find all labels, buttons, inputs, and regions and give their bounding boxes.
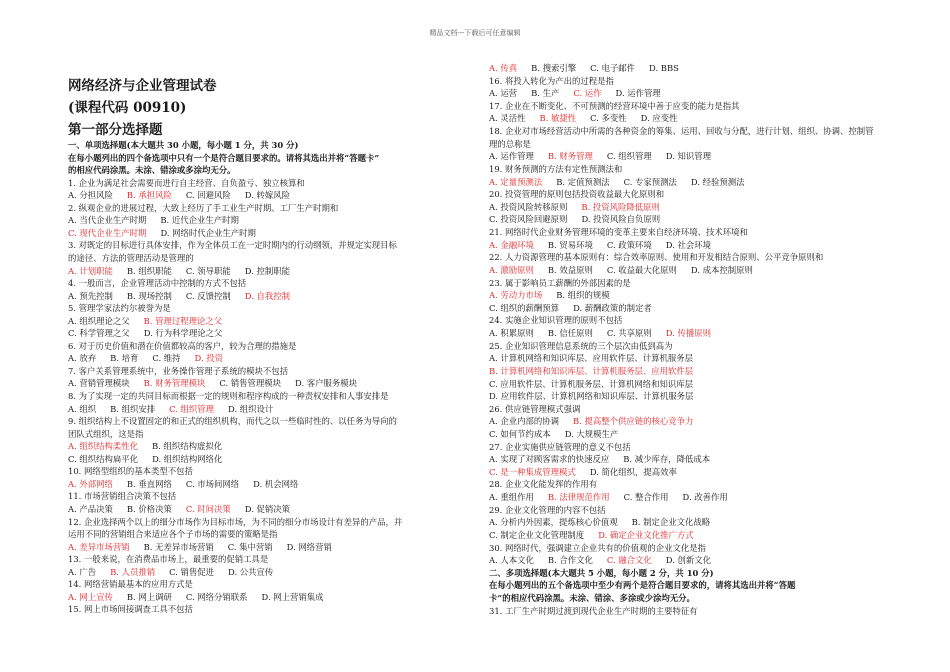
text-line — [68, 153, 379, 164]
option-text: 8. 为了实现一定的共同目标而根据一定的规则和程序构成的一种责权安排和人事安排是 — [68, 391, 389, 401]
option-text: B. 培育 — [110, 353, 139, 364]
option-text: D. 大规模生产 — [564, 428, 619, 439]
text-line — [489, 240, 711, 251]
text-line — [489, 442, 631, 453]
option-text: A. 产品决策 — [68, 503, 113, 514]
option-text: 23. 属于影响员工薪酬的外部因素的是 — [489, 277, 631, 288]
option-text: D. 行为科学理论之父 — [143, 328, 223, 339]
answer-option: C. 现代企业生产时期 — [68, 227, 147, 238]
option-text: D. 网上营销集成 — [261, 591, 324, 602]
option-text: C. 组织结构扁平化 — [68, 453, 139, 464]
text-line — [489, 379, 693, 390]
option-text: D. 转嫁风险 — [244, 190, 291, 201]
option-text: D. BBS — [649, 63, 679, 73]
text-line — [68, 215, 239, 226]
option-text: D. 运作管理 — [615, 88, 661, 99]
option-text: D. 薪酬政策的制定者 — [573, 302, 652, 313]
text-line — [489, 164, 622, 175]
text-line — [68, 203, 338, 214]
option-text: D. 投资风险自负原则 — [581, 214, 661, 225]
text-line — [68, 454, 222, 465]
answer-option: C. 融合文化 — [606, 555, 652, 566]
option-text: C. 政策环境 — [606, 239, 652, 250]
text-line — [489, 416, 693, 427]
option-text: 15. 网上市场间接调查工具不包括 — [68, 604, 193, 615]
answer-option: C. 组织管理 — [169, 403, 215, 414]
text-line — [489, 479, 597, 490]
text-line — [489, 252, 823, 263]
option-text: D. 简化组织，提高效率 — [589, 466, 677, 477]
option-text: D. 控制职能 — [244, 265, 291, 276]
option-text: 二、多项选择题(本大题共 5 小题，每小题 2 分，共 10 分) — [489, 567, 714, 578]
option-text: 在每小题列出的四个备选项中只有一个是符合题目要求的。请将其选出并将“答题卡” — [68, 152, 380, 163]
text-line — [68, 567, 273, 578]
answer-option: A. 外部网络 — [68, 478, 113, 489]
option-text: D. 网络营销 — [286, 541, 332, 552]
exam-title: 网络经济与企业管理试卷 — [68, 78, 217, 94]
option-text: A. 运作管理 — [489, 151, 534, 162]
text-line — [489, 606, 698, 617]
text-line — [68, 240, 397, 251]
text-line — [489, 126, 873, 137]
option-text: 4. 一般而言，企业管理活动中控制的方式不包括 — [68, 278, 247, 289]
text-line — [68, 391, 389, 402]
option-text: C. 制定企业文化管理制度 — [489, 529, 585, 540]
option-text: A. 企业内部的协调 — [489, 416, 559, 427]
option-text: B. 价格决策 — [126, 503, 172, 514]
option-text: C. 专家预测法 — [623, 176, 677, 187]
answer-option: B. 财务管理模块 — [143, 378, 206, 389]
option-text: C. 网络分销联系 — [185, 591, 248, 602]
text-line — [489, 505, 605, 516]
option-text: C. 收益最大化原则 — [606, 264, 677, 275]
option-text: C. 市场间网络 — [185, 478, 240, 489]
option-text: C. 投资风险回避原则 — [489, 214, 568, 225]
text-line — [68, 466, 193, 477]
answer-option: A. 激励原则 — [489, 264, 534, 275]
option-text: D. 知识管理 — [665, 151, 712, 162]
option-text: C. 组织管理 — [606, 151, 652, 162]
option-text: B. 组织的规模 — [556, 290, 610, 301]
option-text: 28. 企业文化能发挥的作用有 — [489, 479, 598, 490]
answer-option: B. 人员推销 — [110, 566, 156, 577]
answer-option: B. 承担风险 — [126, 190, 172, 201]
text-line — [68, 579, 193, 590]
option-text: 运用不同的营销组合来适应各个子市场的需要的策略是指 — [68, 529, 278, 540]
option-text: A. 人本文化 — [489, 555, 534, 566]
answer-option: B. 投资风险降低原则 — [581, 201, 660, 212]
option-text: A. 重组作用 — [489, 492, 534, 503]
option-text: B. 组织安排 — [110, 403, 156, 414]
text-line — [68, 517, 402, 528]
option-text: C. 电子邮件 — [590, 63, 636, 73]
text-line — [489, 492, 728, 503]
option-text: D. 组织结构网络化 — [152, 453, 223, 464]
answer-option: D. 投资 — [194, 353, 224, 364]
option-text: D. 客户服务模块 — [295, 378, 358, 389]
option-text: 理的总称是 — [489, 138, 531, 149]
option-text: B. 制定企业文化战略 — [631, 517, 711, 528]
answer-option: D. 确定企业文化推广方式 — [598, 529, 694, 540]
answer-option: A. 网上宣传 — [68, 591, 113, 602]
text-line — [489, 227, 748, 238]
text-line — [489, 530, 694, 541]
option-text: D. 促销决策 — [244, 503, 291, 514]
option-text: 27. 企业实施供应链管理的意义不包括 — [489, 441, 631, 452]
option-text: 30. 网络时代，强调建立企业共有的价值观的企业文化是指 — [489, 542, 706, 553]
text-line — [489, 353, 693, 364]
answer-option: B. 敏捷性 — [539, 113, 577, 124]
option-text: C. 应用软件层、计算机服务层、计算机网络和知识库层 — [489, 378, 694, 389]
option-text: B. 网上调研 — [126, 591, 172, 602]
option-text: C. 领导职能 — [185, 265, 231, 276]
option-text: D. 机会网络 — [253, 478, 299, 489]
text-line — [68, 140, 298, 151]
text-line — [489, 189, 664, 200]
option-text: 卡”的相应代码涂黑。未涂、错涂、多涂或少涂均无分。 — [489, 593, 695, 604]
option-text: B. 信任原则 — [547, 328, 593, 339]
text-line — [489, 113, 678, 124]
option-text: B. 搜索引擎 — [531, 63, 577, 73]
option-text: A. 广告 — [68, 566, 97, 577]
option-text: B. 组织结构虚拟化 — [152, 441, 223, 452]
option-text: 12. 企业选择两个以上的细分市场作为目标市场，为不同的细分市场设计有差异的产品，并 — [68, 516, 403, 527]
option-text: 6. 对于历史价值和潜在价值都较高的客户，较为合理的措施是 — [68, 340, 297, 351]
option-text: A. 实现了对顾客需求的快速反应 — [489, 454, 610, 465]
option-text: A. 组织 — [68, 403, 97, 414]
option-text: B. 合作文化 — [547, 555, 593, 566]
option-text: A. 放弃 — [68, 353, 97, 364]
option-text: B. 现场控制 — [126, 290, 172, 301]
option-text: A. 组织理论之父 — [68, 315, 130, 326]
option-text: 31. 工厂生产时期过渡到现代企业生产时期的主要特征有 — [489, 605, 698, 616]
text-line — [68, 429, 143, 440]
option-text: D. 网络时代企业生产时期 — [160, 227, 256, 238]
text-line — [489, 177, 745, 188]
option-text: C. 回避风险 — [185, 190, 231, 201]
course-code: (课程代码 00910) — [68, 100, 187, 116]
text-line — [489, 366, 693, 377]
text-line — [68, 165, 236, 176]
text-line — [489, 517, 710, 528]
text-line — [68, 479, 298, 490]
option-text: B. 贸易环境 — [547, 239, 593, 250]
option-text: B. 近代企业生产时期 — [160, 215, 239, 226]
option-text: A. 当代企业生产时期 — [68, 215, 147, 226]
option-text: D. 社会环境 — [665, 239, 712, 250]
option-text: C. 集中营销 — [227, 541, 273, 552]
text-line — [489, 454, 710, 465]
text-line — [68, 592, 324, 603]
text-line — [489, 404, 580, 415]
option-text: A. 预先控制 — [68, 290, 113, 301]
option-text: A. 分析内外因素，提炼核心价值观 — [489, 517, 618, 528]
option-text: 的途径、方法的管理活动是管理的 — [68, 252, 194, 263]
option-text: 2. 纵观企业的进展过程，大致上经历了手工业生产时期、工厂生产时期和 — [68, 202, 339, 213]
text-line — [68, 228, 256, 239]
text-line — [489, 278, 631, 289]
answer-option: A. 金融环境 — [489, 239, 534, 250]
text-line — [68, 178, 305, 189]
option-text: A. 分担风险 — [68, 190, 113, 201]
option-text: 18. 企业对市场经营活动中所需的各种资金的筹集、运用、回收与分配，进行计划、组织、协调、控制管 — [489, 126, 874, 137]
option-text: B. 组织职能 — [126, 265, 172, 276]
option-text: A. 灵活性 — [489, 113, 526, 124]
option-text: A. 营销管理模块 — [68, 378, 130, 389]
answer-option: A. 组织结构柔性化 — [68, 441, 138, 452]
option-text: B. 垂直网络 — [126, 478, 172, 489]
answer-option: D. 自我控制 — [244, 290, 291, 301]
option-text: B. 无差异市场营销 — [143, 541, 214, 552]
option-text: 在每小题列出的五个备选项中至少有两个是符合题目要求的，请将其选出并将“答题 — [489, 580, 796, 591]
option-text: C. 如何节约成本 — [489, 428, 551, 439]
option-text: D. 创新文化 — [665, 555, 712, 566]
option-text: D. 公共宣传 — [228, 566, 274, 577]
option-text: A. 计算机网络和知识库层、应用软件层、计算机服务层 — [489, 353, 693, 364]
text-line — [489, 568, 714, 579]
option-text: 3. 对既定的目标进行具体安排，作为全体员工在一定时期内的行动纲领，并规定实现目标 — [68, 240, 397, 251]
option-text: 14. 网络营销最基本的应用方式是 — [68, 579, 193, 590]
text-line — [489, 328, 711, 339]
text-line — [68, 190, 290, 201]
answer-option: A. 传真 — [489, 63, 518, 73]
answer-option: C. 时间决策 — [185, 503, 231, 514]
text-line — [68, 328, 222, 339]
option-text: 29. 企业文化管理的内容不包括 — [489, 504, 606, 515]
option-text: C. 科学管理之父 — [68, 328, 130, 339]
text-line — [68, 554, 268, 565]
option-text: 11. 市场营销组合决策不包括 — [68, 491, 177, 502]
text-line — [68, 353, 223, 364]
text-line — [489, 101, 739, 112]
option-text: B. 效益原则 — [547, 264, 593, 275]
text-line — [489, 593, 695, 604]
text-line — [68, 366, 288, 377]
text-line — [68, 266, 290, 277]
text-line — [489, 151, 711, 162]
text-line — [489, 214, 660, 225]
option-text: 22. 人力资源管理的基本原则有：综合效率原则、使用和开发相结合原则、公平竞争原则和 — [489, 252, 824, 263]
text-line — [68, 303, 171, 314]
text-line — [68, 291, 290, 302]
option-text: 的相应代码涂黑。未涂、错涂或多涂均无分。 — [68, 165, 236, 176]
option-text: C. 销售管理模块 — [219, 378, 282, 389]
option-text: C. 多变性 — [590, 113, 627, 124]
text-line — [489, 76, 614, 87]
option-text: 5. 管理学家法约尔被誉为是 — [68, 303, 171, 314]
option-text: 20. 投资管理的原则包括投资收益最大化原则和 — [489, 189, 665, 200]
option-text: 19. 财务预测的方法有定性预测法和 — [489, 163, 623, 174]
text-line — [68, 542, 332, 553]
text-line — [68, 604, 193, 615]
option-text: B. 生产 — [531, 88, 560, 99]
text-line — [68, 416, 397, 427]
text-line — [68, 404, 273, 415]
option-text: C. 组织的薪酬预算 — [489, 302, 560, 313]
option-text: D. 成本控制原则 — [690, 264, 753, 275]
answer-option: D. 传播原则 — [665, 328, 712, 339]
text-line — [68, 278, 246, 289]
text-line — [489, 265, 753, 276]
option-text: D. 经验预测法 — [690, 176, 745, 187]
option-text: D. 应变性 — [640, 113, 678, 124]
option-text: C. 反馈控制 — [185, 290, 231, 301]
text-line — [489, 303, 652, 314]
option-text: A. 积累原则 — [489, 328, 534, 339]
text-line — [489, 555, 711, 566]
text-line — [489, 467, 677, 478]
text-line — [489, 290, 610, 301]
option-text: C. 共享原则 — [606, 328, 652, 339]
answer-option: A. 定量预测法 — [489, 176, 543, 187]
option-text: 17. 企业在不断变化、不可预测的经营环境中善于应变的能力是指其 — [489, 100, 740, 111]
option-text: 13. 一般来说，在消费品市场上，最重要的促销工具是 — [68, 554, 269, 565]
answer-option: A. 劳动力市场 — [489, 290, 543, 301]
text-line — [489, 315, 622, 326]
text-line — [489, 543, 706, 554]
option-text: 16. 将投入转化为产出的过程是指 — [489, 75, 614, 86]
option-text: 25. 企业知识管理信息系统的三个层次由低到高为 — [489, 340, 673, 351]
answer-option: B. 提高整个供应链的核心竞争力 — [573, 416, 694, 427]
option-text: 7. 客户关系管理系统中，业务操作管理子系统的模块不包括 — [68, 365, 289, 376]
option-text: B. 减少库存，降低成本 — [623, 454, 711, 465]
option-text: 一、单项选择题(本大题共 30 小题，每小题 1 分，共 30 分) — [68, 140, 299, 150]
text-line — [489, 429, 618, 440]
option-text: 26. 供应链管理模式强调 — [489, 403, 581, 414]
answer-option: A. 计划职能 — [68, 265, 113, 276]
option-text: A. 运营 — [489, 88, 518, 99]
text-line — [489, 391, 693, 402]
option-text: 10. 网络型组织的基本类型不包括 — [68, 466, 193, 477]
page-header-note: 精品文档---下载后可任意编辑 — [429, 29, 521, 37]
option-text: 24. 实施企业知识管理的原则不包括 — [489, 315, 623, 326]
text-line — [489, 88, 661, 99]
text-line — [68, 529, 277, 540]
option-text: D. 改善作用 — [682, 492, 728, 503]
text-line — [489, 580, 795, 591]
option-text: 21. 网络时代企业财务管理环境的变革主要来自经济环境、技术环境和 — [489, 227, 748, 238]
option-text: C. 维持 — [152, 353, 181, 364]
part-heading: 第一部分选择题 — [68, 122, 163, 138]
option-text: B. 定值预测法 — [556, 176, 610, 187]
text-line — [489, 139, 531, 150]
option-text: D. 组织设计 — [228, 403, 274, 414]
text-line — [68, 253, 194, 264]
answer-option: C. 是一种集成管理模式 — [489, 466, 576, 477]
answer-option: A. 差异市场营销 — [68, 541, 130, 552]
text-line — [489, 63, 679, 74]
answer-option: B. 计算机网络和知识库层、计算机服务层、应用软件层 — [489, 365, 694, 376]
text-line — [68, 378, 357, 389]
answer-option: B. 管理过程理论之父 — [143, 315, 223, 326]
option-text: 团队式组织，这是指 — [68, 428, 144, 439]
option-text: C. 销售促进 — [169, 566, 215, 577]
answer-option: B. 法律规范作用 — [547, 492, 610, 503]
option-text: A. 投资风险转移原则 — [489, 201, 568, 212]
option-text: C. 整合作用 — [623, 492, 669, 503]
text-line — [68, 491, 176, 502]
text-line — [68, 504, 290, 515]
text-line — [68, 441, 222, 452]
option-text: D. 应用软件层、计算机网络和知识库层、计算机服务层 — [489, 391, 694, 402]
answer-option: C. 运作 — [573, 88, 602, 99]
text-line — [489, 341, 672, 352]
option-text: 9. 组织结构上不设置固定的和正式的组织机构，而代之以一些临时性的、以任务为导向的 — [68, 416, 397, 427]
text-line — [68, 341, 296, 352]
answer-option: B. 财务管理 — [547, 151, 593, 162]
option-text: 1. 企业为满足社会需要而进行自主经营、自负盈亏、独立核算和 — [68, 177, 305, 188]
text-line — [68, 316, 222, 327]
text-line — [489, 202, 660, 213]
